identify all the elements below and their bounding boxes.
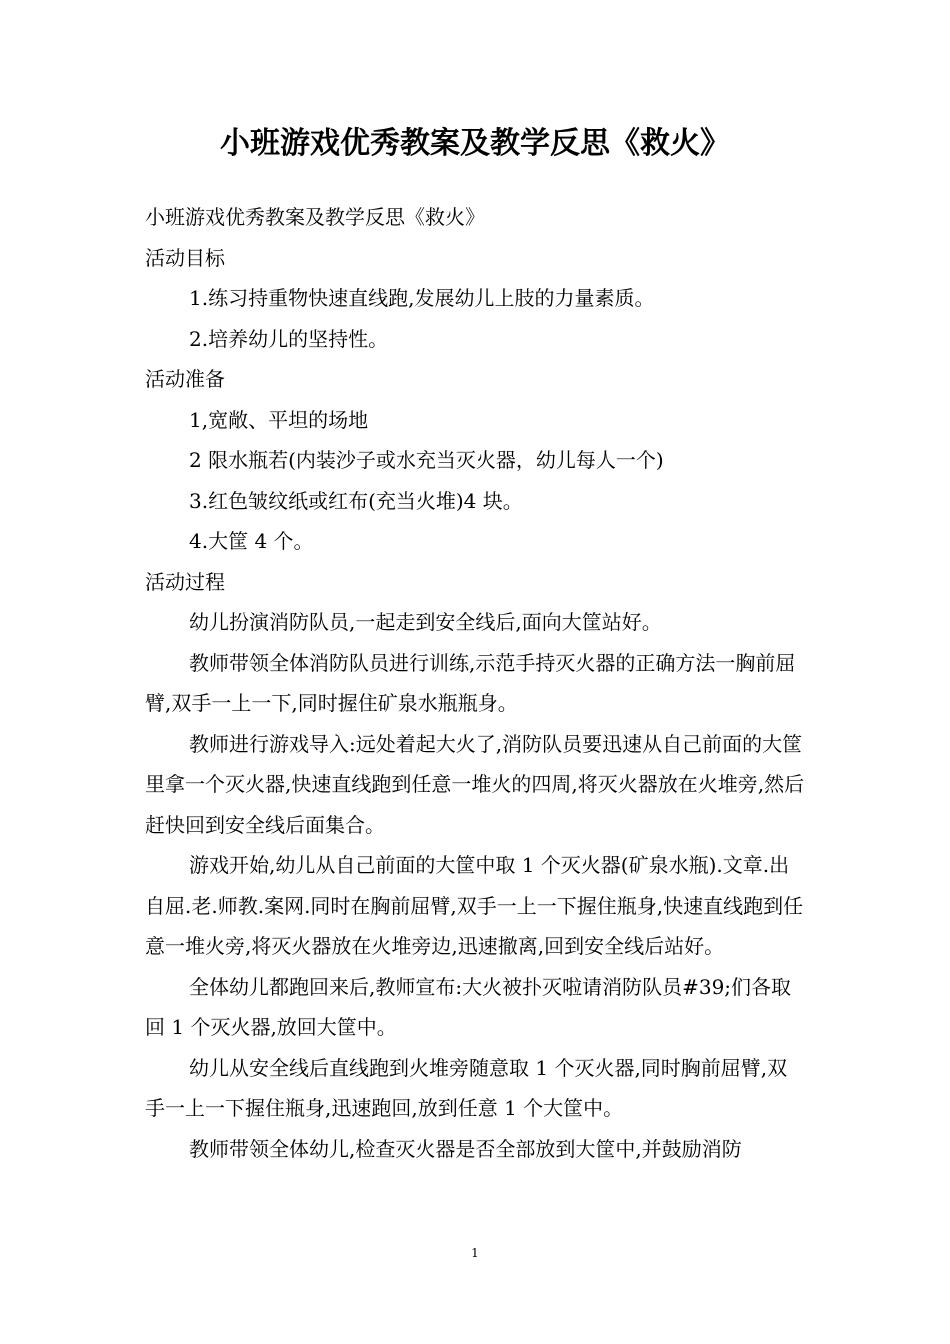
process-paragraph-6: 幼儿从安全线后直线跑到火堆旁随意取 1 个灭火器,同时胸前屈臂,双手一上一下握住瓶身,迅速跑回,放到任意 1 个大筐中。 bbox=[145, 1055, 788, 1120]
document-title: 小班游戏优秀教案及教学反思《救火》 bbox=[220, 126, 730, 161]
process-paragraph-5: 全体幼儿都跑回来后,教师宣布:大火被扑灭啦请消防队员#39;们各取回 1 个灭火器,放回大筐中。 bbox=[145, 974, 792, 1039]
page-number: 1 bbox=[471, 1246, 479, 1260]
process-paragraph-3: 教师进行游戏导入:远处着起大火了,消防队员要迅速从自己前面的大筐里拿一个灭火器,快速直线跑到任意一堆火的四周,将灭火器放在火堆旁,然后赶快回到安全线后面集合。 bbox=[145, 731, 805, 837]
subtitle-line: 小班游戏优秀教案及教学反思《救火》 bbox=[145, 205, 485, 229]
process-paragraph-7: 教师带领全体幼儿,检查灭火器是否全部放到大筐中,并鼓励消防 bbox=[189, 1136, 742, 1161]
prep-item-1: 1,宽敞、平坦的场地 bbox=[189, 407, 369, 432]
goal-item-1: 1.练习持重物快速直线跑,发展幼儿上肢的力量素质。 bbox=[189, 286, 655, 310]
process-paragraph-2: 教师带领全体消防队员进行训练,示范手持灭火器的正确方法一胸前屈臂,双手一上一下,同时握住矿泉水瓶瓶身。 bbox=[145, 650, 796, 715]
process-paragraph-1: 幼儿扮演消防队员,一起走到安全线后,面向大筐站好。 bbox=[189, 610, 662, 634]
section-heading-preparation: 活动准备 bbox=[145, 367, 225, 391]
prep-item-2: 2 限水瓶若(内装沙子或水充当灭火器，幼儿每人一个) bbox=[189, 448, 664, 472]
process-paragraph-4: 游戏开始,幼儿从自己前面的大筐中取 1 个灭火器(矿泉水瓶).文章.出自屈.老.师教.案网.同时在胸前屈臂,双手一上一下握住瓶身,快速直线跑到任意一堆火旁,将灭火器放在火堆旁边,迅速撤离,回到安全线后站好。 bbox=[145, 853, 804, 958]
section-heading-process: 活动过程 bbox=[145, 569, 225, 594]
goal-item-2: 2.培养幼儿的坚持性。 bbox=[189, 326, 389, 351]
prep-item-4: 4.大筐 4 个。 bbox=[189, 529, 314, 553]
prep-item-3: 3.红色皱纹纸或红布(充当火堆)4 块。 bbox=[189, 488, 523, 513]
section-heading-goals: 活动目标 bbox=[145, 245, 225, 270]
document-body bbox=[145, 197, 807, 1169]
